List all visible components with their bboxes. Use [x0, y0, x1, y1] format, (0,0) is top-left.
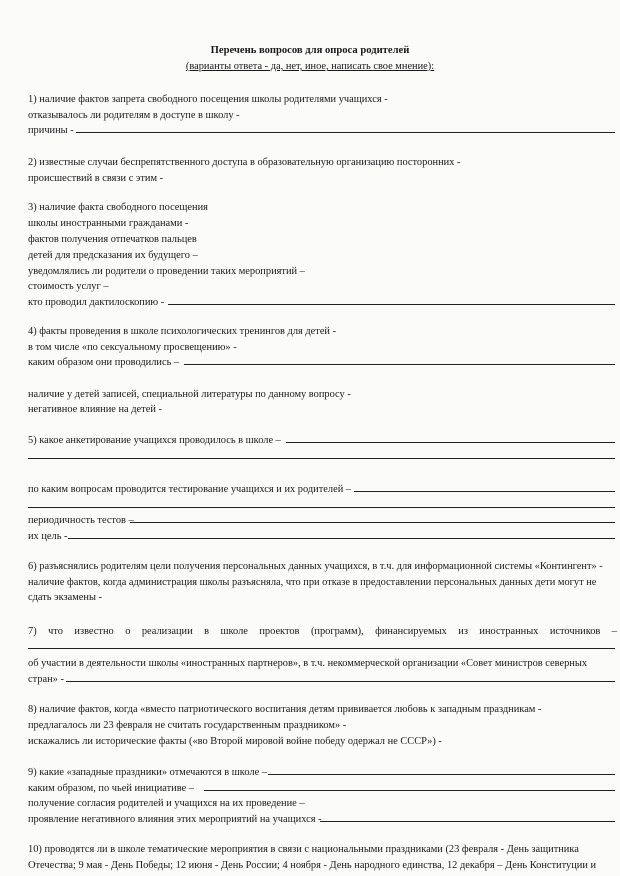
q5-answer-line-2[interactable] [28, 458, 615, 459]
q6-line-2: наличие фактов, когда администрация школы разъясняла, что при отказе в предоставлении персональных данных дети могут не [28, 577, 597, 588]
q8-line-1: 8) наличие фактов, когда «вместо патриотического воспитания детям прививается любовь к западным праздникам - [28, 704, 542, 715]
q7-word: источников [549, 626, 601, 637]
q9-line-3: получение согласия родителей и учащихся на их проведение – [28, 798, 305, 809]
q1-line-2: отказывалось ли родителям в доступе в школу - [28, 110, 240, 121]
page-title: Перечень вопросов для опроса родителей [210, 45, 410, 56]
q9-answer-line-2[interactable] [204, 790, 615, 791]
q5-answer-line-6[interactable] [68, 538, 615, 539]
q5-answer-line-4[interactable] [28, 507, 615, 508]
q9-answer-line-3[interactable] [320, 821, 615, 822]
q7-answer-line-1[interactable] [28, 648, 615, 649]
q5-line-3: периодичность тестов – [28, 515, 134, 526]
q7-word: школе [220, 626, 248, 637]
q3-answer-line[interactable] [168, 304, 615, 305]
q3-line-5: уведомлялись ли родители о проведении таких мероприятий – [28, 266, 305, 277]
q7-word: проектов [259, 626, 300, 637]
q4-line-3: каким образом они проводились – [28, 357, 180, 368]
q1-answer-line[interactable] [76, 132, 615, 133]
q4-line-4: наличие у детей записей, специальной литературы по данному вопросу - [28, 389, 351, 400]
q4-line-2: в том числе «по сексуальному просвещению» - [28, 342, 237, 353]
page-subtitle: (варианты ответа - да, нет, иное, написать свое мнение): [185, 61, 435, 72]
q7-word: известно [74, 626, 114, 637]
q3-line-3: фактов получения отпечатков пальцев [28, 234, 197, 245]
q7-line-1 [28, 625, 617, 638]
q7-word: (программ), [310, 626, 364, 637]
q3-line-4: детей для предсказания их будущего – [28, 250, 198, 261]
q6-line-1: 6) разъяснялись родителям цели получения персональных данных учащихся, в т.ч. для информационной системы «Контингент» - [28, 561, 603, 572]
q9-line-4: проявление негативного влияния этих мероприятий на учащихся - [28, 814, 322, 825]
q10-line-2: Отечества; 9 мая - День Победы; 12 июня - День России; 4 ноября - День народного единства, 12 декабря – День Конституции и [28, 860, 597, 871]
q9-line-2: каким образом, по чьей инициативе – [28, 783, 194, 794]
q3-line-2: школы иностранными гражданами - [28, 218, 189, 229]
q7-word: в [204, 626, 210, 637]
q5-answer-line-3[interactable] [354, 491, 615, 492]
q5-line-2: по каким вопросам проводится тестирование учащихся и их родителей – [28, 484, 352, 495]
q5-line-4: их цель - [28, 531, 68, 542]
q7-line-2: об участии в деятельности школы «иностранных партнеров», в т.ч. некоммерческой организации «Совет министров северных [28, 658, 588, 669]
q7-line-3: стран» - [28, 674, 64, 685]
q2-line-2: происшествий в связи с этим - [28, 173, 164, 184]
q3-line-1: 3) наличие факта свободного посещения [28, 202, 208, 213]
q7-word: что [48, 626, 63, 637]
q7-word: о [125, 626, 131, 637]
q4-line-5: негативное влияние на детей - [28, 404, 162, 415]
q7-word: иностранных [479, 626, 539, 637]
q5-answer-line-5[interactable] [130, 522, 615, 523]
q4-line-1: 4) факты проведения в школе психологических тренингов для детей - [28, 326, 337, 337]
q3-line-7: кто проводил дактилоскопию - [28, 297, 165, 308]
q5-answer-line-1[interactable] [286, 442, 615, 443]
q1-line-3: причины - [28, 125, 74, 136]
q9-answer-line-1[interactable] [268, 774, 615, 775]
q1-line-1: 1) наличие фактов запрета свободного посещения школы родителями учащихся - [28, 94, 388, 105]
q5-line-1: 5) какое анкетирование учащихся проводилось в школе – [28, 435, 281, 446]
q7-word: – [611, 626, 617, 637]
q4-answer-line[interactable] [184, 364, 615, 365]
q9-line-1: 9) какие «западные праздники» отмечаются в школе – [28, 767, 267, 778]
q8-line-2: предлагалось ли 23 февраля не считать государственным праздником» - [28, 720, 347, 731]
q7-word: реализации [141, 626, 193, 637]
q8-line-3: искажались ли исторические факты («во Второй мировой войне победу одержал не СССР») - [28, 736, 442, 747]
q10-line-1: 10) проводятся ли в школе тематические мероприятия в связи с национальными праздниками (23 февраля - День защитника [28, 844, 579, 855]
q3-line-6: стоимость услуг – [28, 281, 109, 292]
q7-word: 7) [28, 626, 37, 637]
q6-line-3: сдать экзамены - [28, 592, 102, 603]
q7-word: финансируемых [375, 626, 447, 637]
q7-word: из [458, 626, 468, 637]
q7-answer-line-2[interactable] [66, 681, 615, 682]
q2-line-1: 2) известные случаи беспрепятственного доступа в образовательную организацию посторонних - [28, 157, 461, 168]
